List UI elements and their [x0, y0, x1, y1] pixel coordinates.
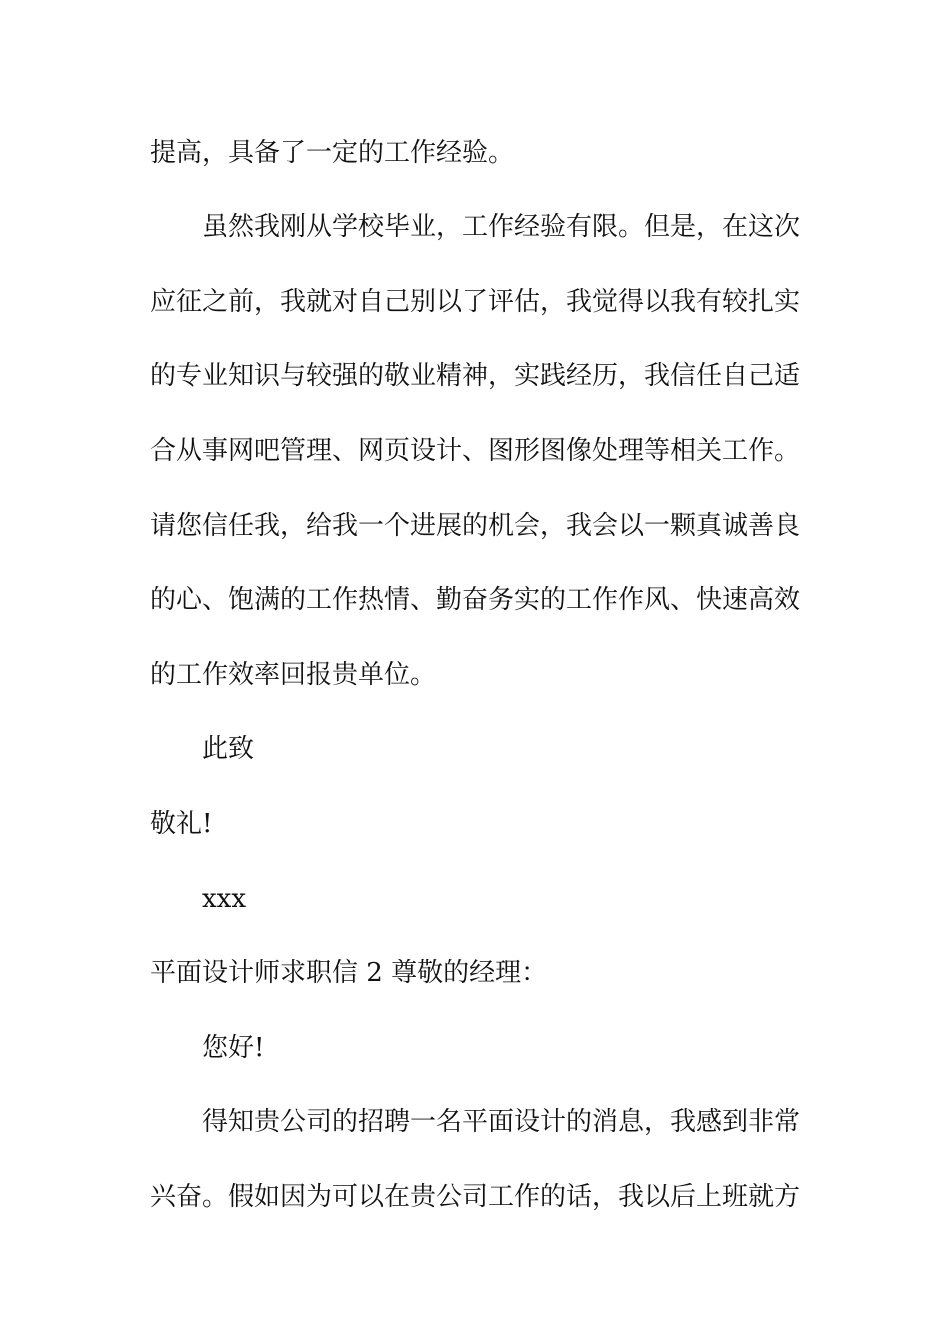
greeting-line: 您好!	[202, 1033, 265, 1063]
text-line: 得知贵公司的招聘一名平面设计的消息，我感到非常	[202, 1107, 801, 1137]
signature-line: xxx	[202, 884, 246, 914]
text-line: 兴奋。假如因为可以在贵公司工作的话，我以后上班就方	[150, 1182, 801, 1212]
text-line: 虽然我刚从学校毕业，工作经验有限。但是，在这次	[202, 212, 801, 242]
text-line: 请您信任我，给我一个进展的机会，我会以一颗真诚善良	[150, 511, 801, 541]
section-heading: 平面设计师求职信 2 尊敬的经理：	[150, 958, 548, 988]
text-line: 提高，具备了一定的工作经验。	[150, 138, 515, 168]
text-line: 的工作效率回报贵单位。	[150, 660, 437, 690]
closing-line: 敬礼!	[150, 809, 213, 839]
text-line: 的专业知识与较强的敬业精神，实践经历，我信任自己适	[150, 361, 801, 391]
text-line: 应征之前，我就对自己别以了评估，我觉得以我有较扎实	[150, 287, 801, 317]
salutation-line: 此致	[202, 734, 255, 764]
text-line: 合从事网吧管理、网页设计、图形图像处理等相关工作。	[150, 436, 801, 466]
text-line: 的心、饱满的工作热情、勤奋务实的工作作风、快速高效	[150, 585, 801, 615]
